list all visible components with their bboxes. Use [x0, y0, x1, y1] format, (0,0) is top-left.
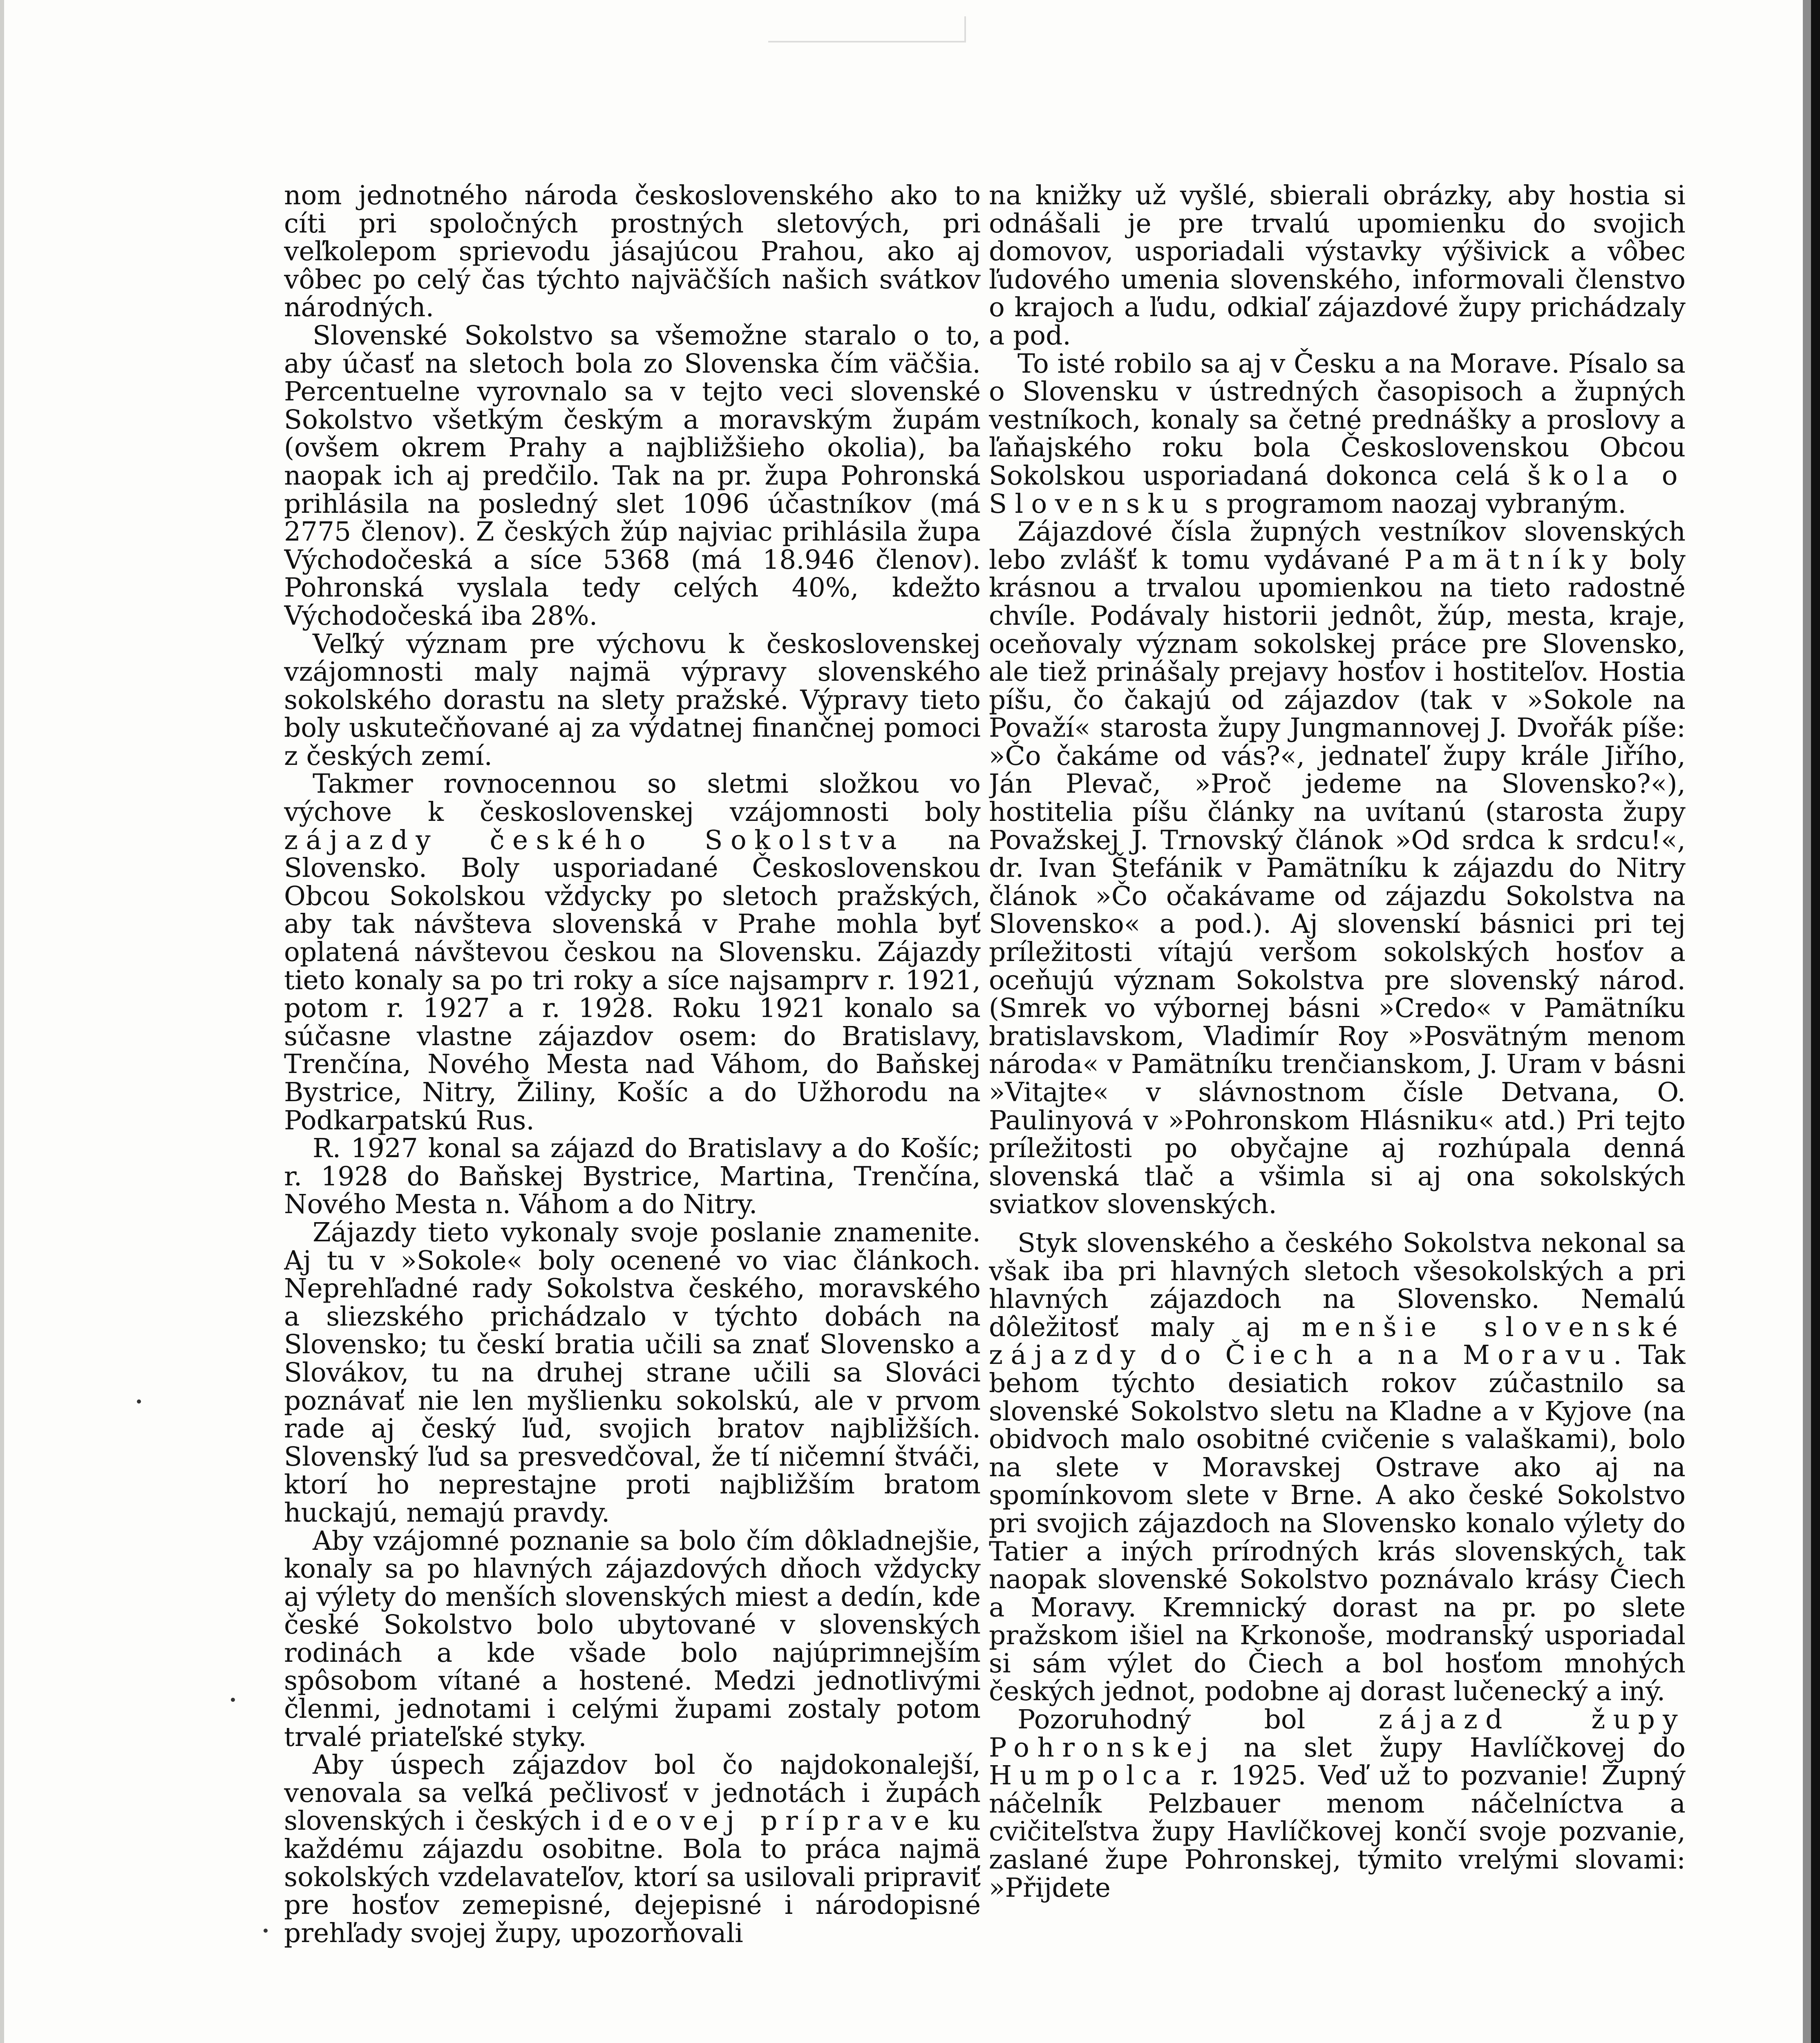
paragraph-text: Pozoruhodný bol	[1017, 1704, 1306, 1735]
paragraph-text: na Slovensko. Boly usporiadané Československou Obcou Sokolskou vždycky po sletoch pražských, aby tak návšteva slovenská v Prahe mohla byť oplatená návštevou českou na Slovensku. Zájazdy tieto konaly sa po tri roky a síce najsamprv r. 1921, potom r. 1927 a r. 1928. Roku 1921 konalo sa súčasne vlastne zájazdov osem: do Bratislavy, Trenčína, Nového Mesta nad Váhom, do Baňskej Bystrice, Nitry, Žiliny, Košíc a do Užhorodu na Podkarpatskú Rus.	[284, 825, 981, 1136]
paragraph-text: ku každému zájazdu osobitne. Bola to práca najmä sokolských vzdelavateľov, ktorí sa usilovali pripraviť pre hosťov zemepisné, dejepisné i národopisné prehľady svojej župy, upozorňovali	[284, 1806, 981, 1949]
spaced-emphasis: Pamätníky	[1404, 544, 1615, 575]
spaced-emphasis: zájazd župy Pohronskej	[989, 1704, 1686, 1763]
scan-artifact	[768, 16, 966, 42]
paragraph-text: Zájazdové čísla župných vestníkov slovenských lebo zvlášť k tomu vydávané	[989, 516, 1686, 575]
paragraph-text: na slet župy Havlíčkovej do	[1243, 1732, 1686, 1763]
spaced-emphasis: ideovej príprave	[591, 1806, 937, 1837]
paragraph-text: Styk slovenského a českého Sokolstva nekonal sa však iba pri hlavných sletoch všesokolských a pri hlavných zájazdoch na Slovensko. Nemalú dôležitosť maly aj	[989, 1227, 1686, 1343]
paragraph-text: Takmer rovnocennou so sletmi složkou vo výchove k československej vzájomnosti boly	[284, 769, 981, 828]
paragraph	[284, 770, 981, 1135]
stray-mark	[231, 1698, 235, 1702]
paragraph	[989, 350, 1686, 519]
page-right-edge	[1811, 0, 1820, 2043]
paragraph: na knižky už vyšlé, sbierali obrázky, aby hostia si odnášali je pre trvalú upomienku do svojich domovov, usporiadali výstavky výšivick a vôbec ľudového umenia slovenského, informovali členstvo o krajoch a ľudu, odkiaľ zájazdové župy prichádzaly a pod.	[989, 182, 1686, 351]
paragraph: Zájazdy tieto vykonaly svoje poslanie znamenite. Aj tu v »Sokole« boly ocenené vo viac článkoch. Neprehľadné rady Sokolstva českého, moravského a sliezského prichádzalo v týchto dobách na Slovensko; tu českí bratia učili sa znať Slovensko a Slovákov, tu na druhej strane učili sa Slováci poznávať nie len myšlienku sokolskú, ale v prvom rade aj český ľud, svojich bratov najbližších. Slovenský ľud sa presvedčoval, že tí ničemní štváči, ktorí ho neprestajne proti najbližším bratom huckajú, nemajú pravdy.	[284, 1217, 981, 1528]
spaced-emphasis: zájazdy českého Sokolstva	[284, 825, 905, 856]
paragraph-text: boly krásnou a trvalou upomienkou na tieto radostné chvíle. Podávaly historii jednôt, žúp, mesta, kraje, oceňovaly význam sokolskej práce pre Slovensko, ale tiež prinášaly prejavy hosťov i hostiteľov. Hostia píšu, čo čakajú od zájazdov (tak v »Sokole na Považí« starosta župy Jungmannovej J. Dvořák píše: »Čo čakáme od vás?«, jednateľ župy krále Jiřího, Ján Plevač, »Proč jedeme na Slovensko?«), hostitelia píšu články na uvítanú (starosta župy Považskej J. Trnovský článok »Od srdca k srdcu!«, dr. Ivan Štefánik v Pamätníku k zájazdu do Nitry článok »Čo očakávame od zájazdu Sokolstva na Slovensko« a pod.). Aj slovenskí básnici pri tej príležitosti vítajú veršom sokolských hosťov a oceňujú význam Sokolstva pre slovenský národ. (Smrek vo výbornej básni »Credo« v Pamätníku bratislavskom, Vladimír Roy »Posvätným menom národa« v Pamätníku trenčianskom, J. Uram v básni »Vitajte« v slávnostnom čísle Detvana, O. Paulinyová v »Pohronskom Hlásniku« atd.) Pri tejto príležitosti po obyčajne aj rozhúpala denná slovenská tlač a všimla si aj ona sokolských sviatkov slovenských.	[989, 544, 1686, 1220]
page-left-edge	[0, 0, 4, 2043]
paragraph	[284, 1751, 981, 1947]
paragraph-text: Aby úspech zájazdov bol čo najdokonalejší, venovala sa veľká pečlivosť v jednotách i župách slovenských i českých	[284, 1750, 981, 1837]
paragraph-text: r. 1925. Veď už to pozvanie! Župný náčelník Pelzbauer menom náčelníctva a cvičiteľstva župy Havlíčkovej končí svoje pozvanie, zaslané župe Pohronskej, týmito vrelými slovami: »Přijdete	[989, 1760, 1686, 1903]
paragraph-text: s programom naozaj vybraným.	[1205, 488, 1626, 519]
paragraph: Veľký význam pre výchovu k československej vzájomnosti maly najmä výpravy slovenského sokolského dorastu na slety pražské. Výpravy tieto boly uskutečňované aj za výdatnej finančnej pomoci z českých zemí.	[284, 628, 981, 771]
paragraph: Aby vzájomné poznanie sa bolo čím dôkladnejšie, konaly sa po hlavných zájazdových dňoch vždycky aj výlety do menších slovenských miest a dedín, kde české Sokolstvo bolo ubytované v slovenských rodinách a kde všade bolo najúprimnejším spôsobom vítané a hostené. Medzi jednotlivými členmi, jednotami i celými župami zostaly potom trvalé priateľské styky.	[284, 1525, 981, 1752]
paragraph: nom jednotného národa československého ako to cíti pri spoločných prostných sletových, pri veľkolepom sprievodu jásajúcou Prahou, ako aj vôbec po celý čas týchto najväčších našich svátkov národných.	[284, 182, 981, 323]
paragraph	[989, 1706, 1686, 1902]
paragraph	[989, 518, 1686, 1219]
paragraph: Slovenské Sokolstvo sa všemožne staralo o to, aby účasť na sletoch bola zo Slovenska čím väčšia. Percentuelne vyrovnalo sa v tejto veci slovenské Sokolstvo všetkým českým a moravským župám (ovšem okrem Prahy a najbližšieho okolia), ba naopak ich aj predčilo. Tak na pr. župa Pohronská prihlásila na posledný slet 1096 účastníkov (má 2775 členov). Z českých žúp najviac prihlásila župa Východočeská a síce 5368 (má 18.946 členov). Pohronská vyslala tedy celých 40%, kdežto Východočeská iba 28%.	[284, 320, 981, 631]
left-column	[284, 182, 981, 2043]
spaced-emphasis: menšie slovenské zájazdy do Čiech a na Moravu.	[989, 1312, 1686, 1371]
paragraph: R. 1927 konal sa zájazd do Bratislavy a do Košíc; r. 1928 do Baňskej Bystrice, Martina, Trenčína, Nového Mesta n. Váhom a do Nitry.	[284, 1133, 981, 1220]
paragraph	[989, 1229, 1686, 1706]
spaced-emphasis: škola o Slovensku	[989, 460, 1686, 519]
stray-mark	[264, 1929, 268, 1933]
paragraph-text: Tak behom týchto desiatich rokov zúčastnilo sa slovenské Sokolstvo sletu na Kladne a v Kyjove (na obidvoch malo osobitné cvičenie s valaškami), bolo na slete v Moravskej Ostrave ako aj na spomínkovom slete v Brne. A ako české Sokolstvo pri svojich zájazdoch na Slovensko konalo výlety do Tatier a iných prírodných krás slovenských, tak naopak slovenské Sokolstvo poznávalo krásy Čiech a Moravy. Kremnický dorast na pr. po slete pražskom išiel na Krkonoše, modranský usporiadal si sám výlet do Čiech a bol hosťom mnohých českých jednot, podobne aj dorast lučenecký a iný.	[989, 1340, 1686, 1707]
spaced-emphasis: Humpolca	[989, 1760, 1189, 1791]
page-right-shadow	[1803, 0, 1811, 2043]
paragraph-text: To isté robilo sa aj v Česku a na Morave. Písalo sa o Slovensku v ústredných časopisoch a župných vestníkoch, konaly sa četné prednášky a proslovy a ľaňajského roku bola Československou Obcou Sokolskou usporiadaná dokonca celá	[989, 348, 1686, 491]
right-column	[989, 182, 1686, 2043]
stray-mark	[137, 1399, 141, 1404]
